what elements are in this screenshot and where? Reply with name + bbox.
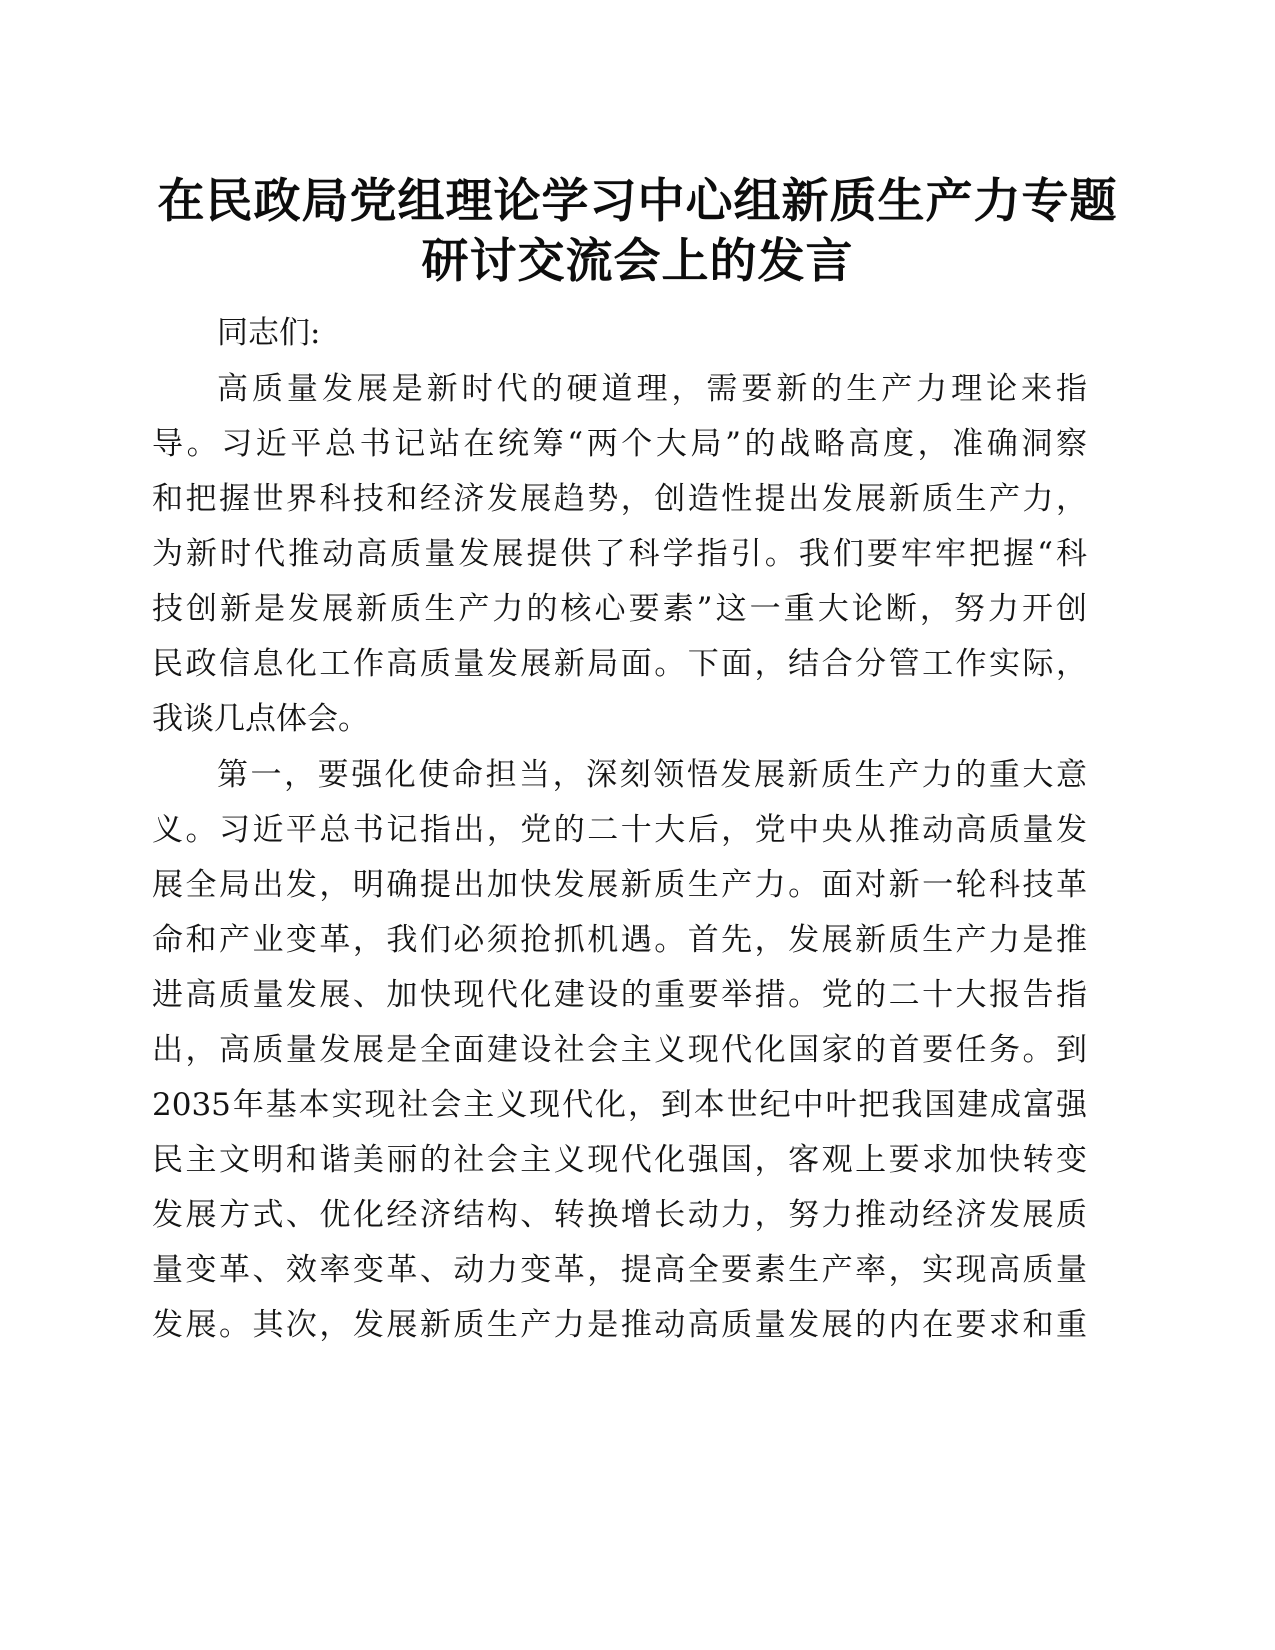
- paragraph-line: 2035年基本实现社会主义现代化，到本世纪中叶把我国建成富强: [152, 1087, 1087, 1123]
- paragraph-line: 量变革、效率变革、动力变革，提高全要素生产率，实现高质量: [152, 1252, 1087, 1288]
- paragraph-line: 导。习近平总书记站在统筹“两个大局”的战略高度，准确洞察: [152, 426, 1087, 462]
- paragraph-line: 民政信息化工作高质量发展新局面。下面，结合分管工作实际，: [152, 646, 1087, 682]
- paragraph-line: 发展方式、优化经济结构、转换增长动力，努力推动经济发展质: [152, 1197, 1087, 1233]
- paragraph-line: 出，高质量发展是全面建设社会主义现代化国家的首要任务。到: [152, 1032, 1087, 1068]
- salutation: 同志们:: [217, 315, 321, 351]
- paragraph-line: 民主文明和谐美丽的社会主义现代化强国，客观上要求加快转变: [152, 1142, 1087, 1178]
- paragraph-line: 发展。其次，发展新质生产力是推动高质量发展的内在要求和重: [152, 1307, 1087, 1343]
- paragraph-line: 高质量发展是新时代的硬道理，需要新的生产力理论来指: [217, 371, 1087, 407]
- paragraph-line: 第一，要强化使命担当，深刻领悟发展新质生产力的重大意: [217, 757, 1087, 793]
- paragraph-line: 技创新是发展新质生产力的核心要素”这一重大论断，努力开创: [152, 591, 1087, 627]
- document-title-line-2: 研讨交流会上的发言: [421, 234, 854, 289]
- paragraph-line: 展全局出发，明确提出加快发展新质生产力。面对新一轮科技革: [152, 867, 1087, 903]
- paragraph-line: 命和产业变革，我们必须抢抓机遇。首先，发展新质生产力是推: [152, 922, 1087, 958]
- paragraph-line: 义。习近平总书记指出，党的二十大后，党中央从推动高质量发: [152, 812, 1087, 848]
- paragraph-line: 和把握世界科技和经济发展趋势，创造性提出发展新质生产力，: [152, 481, 1087, 517]
- paragraph-line: 进高质量发展、加快现代化建设的重要举措。党的二十大报告指: [152, 977, 1087, 1013]
- document-title-line-1: 在民政局党组理论学习中心组新质生产力专题: [157, 174, 1118, 229]
- paragraph-line: 为新时代推动高质量发展提供了科学指引。我们要牢牢把握“科: [152, 536, 1087, 572]
- paragraph-line: 我谈几点体会。: [152, 701, 369, 737]
